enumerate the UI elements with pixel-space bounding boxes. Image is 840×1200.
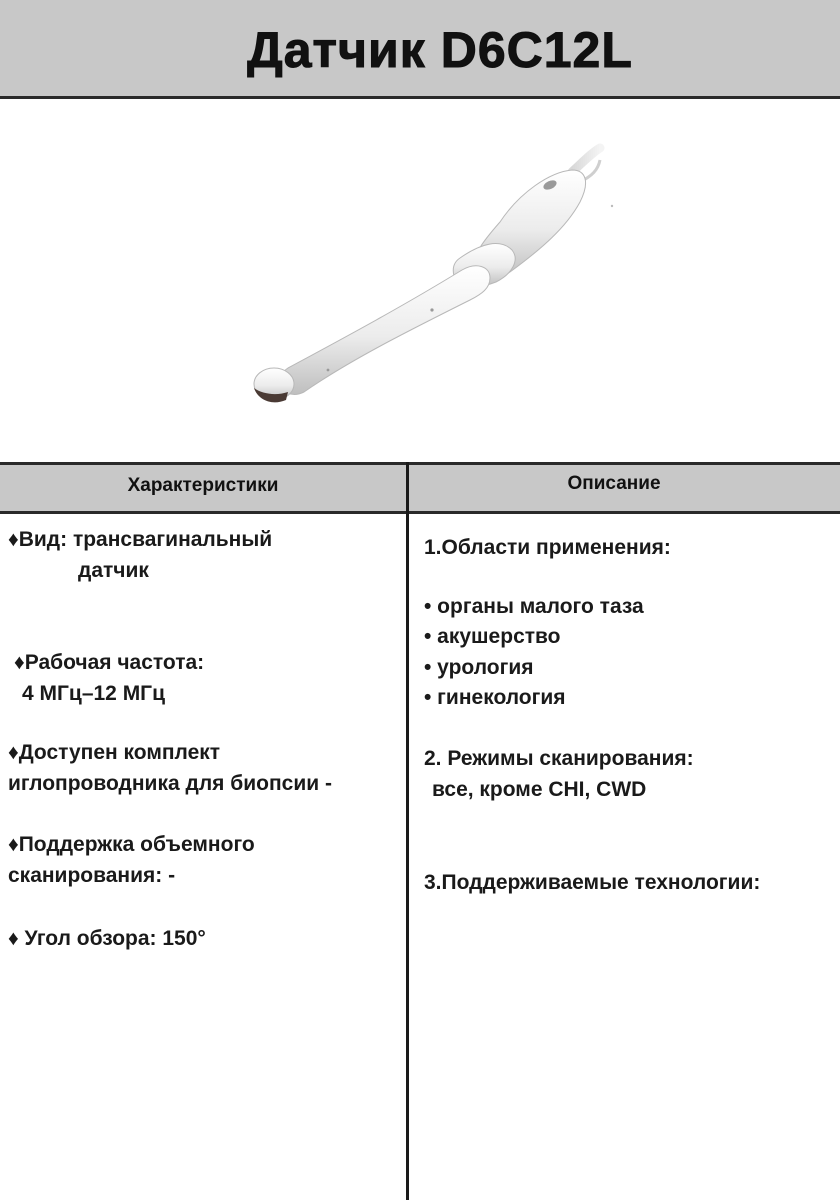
header-characteristics: Характеристики <box>127 475 279 496</box>
char-view-angle: ♦ Угол обзора: 150° <box>8 927 206 950</box>
desc-technologies-title: 3.Поддерживаемые технологии: <box>424 871 761 894</box>
desc-applications-title: 1.Области применения: <box>424 536 671 559</box>
char-type-cont: датчик <box>78 559 149 582</box>
char-frequency: ♦Рабочая частота: <box>14 651 205 674</box>
desc-application-item: • урология <box>424 656 534 679</box>
header-description: Описание <box>567 473 661 494</box>
probe-image <box>200 130 640 430</box>
column-divider <box>406 462 409 1200</box>
desc-application-item: • органы малого таза <box>424 595 644 618</box>
char-volume-cont: сканирования: - <box>8 864 176 887</box>
transvaginal-probe-image <box>200 130 640 430</box>
char-biopsy: ♦Доступен комплект <box>8 741 221 764</box>
char-type: ♦Вид: трансвагинальный <box>8 528 273 551</box>
char-biopsy-cont: иглопроводника для биопсии - <box>8 772 332 795</box>
desc-application-item: • гинекология <box>424 686 566 709</box>
char-frequency-value: 4 МГц–12 МГц <box>22 682 166 705</box>
char-volume: ♦Поддержка объемного <box>8 833 255 856</box>
desc-modes-value: все, кроме CHI, CWD <box>432 778 647 801</box>
desc-modes-title: 2. Режимы сканирования: <box>424 747 694 770</box>
page-title: Датчик D6C12L <box>247 22 633 78</box>
desc-application-item: • акушерство <box>424 625 561 648</box>
